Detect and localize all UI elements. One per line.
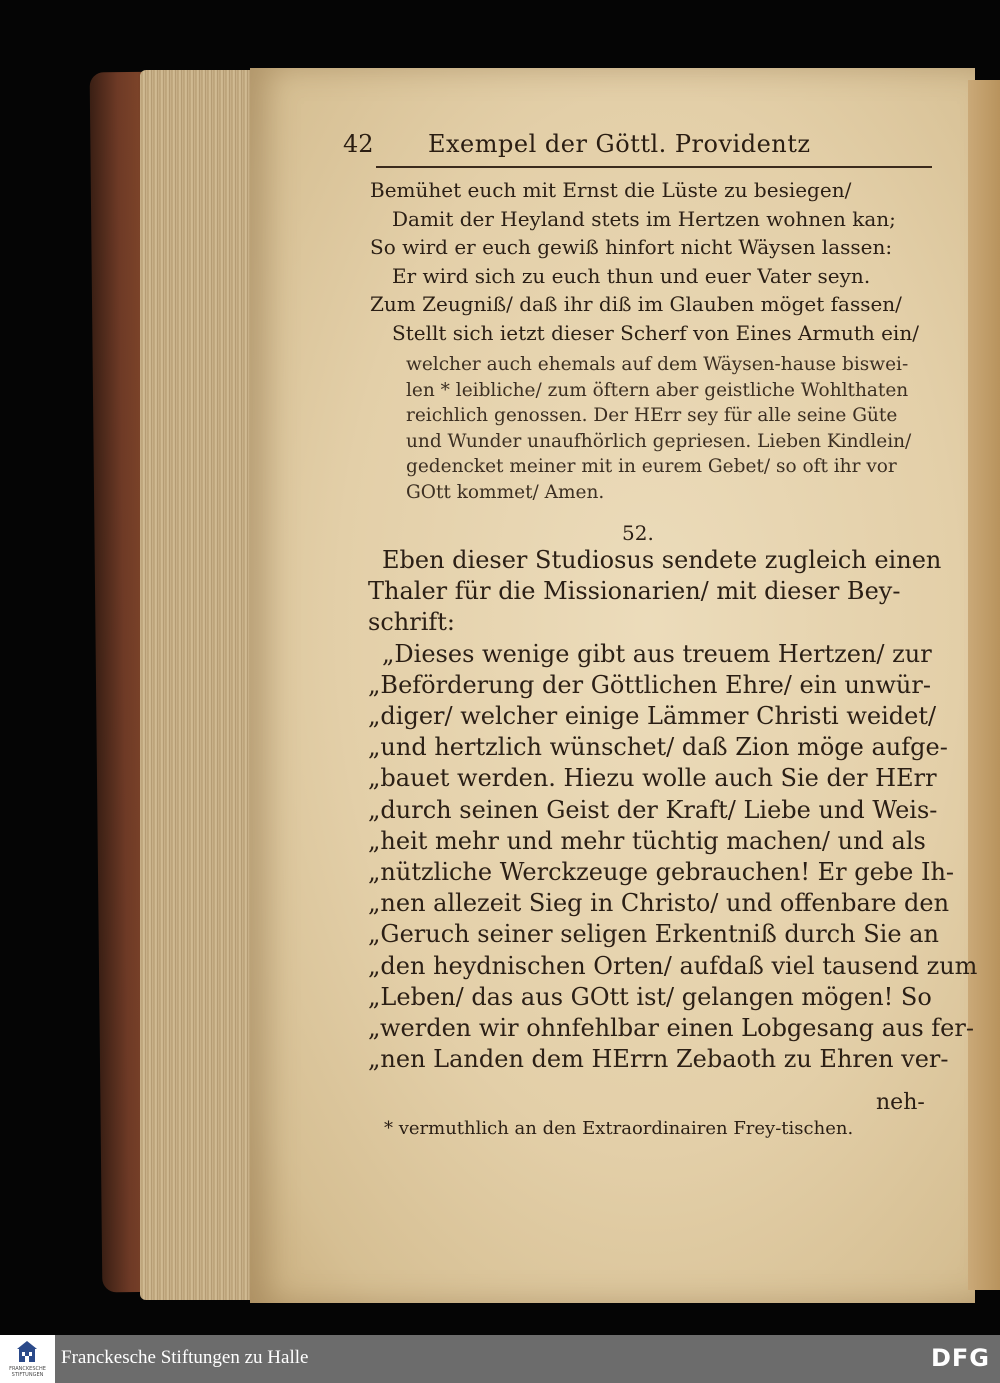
prose-note-block (406, 352, 911, 505)
building-icon (12, 1338, 42, 1368)
footnote: * vermuthlich an den Extraordinairen Frey-tischen. (384, 1118, 854, 1139)
body-line: „Beförderung der Göttlichen Ehre/ ein unwür- (368, 670, 931, 699)
running-head (343, 128, 933, 168)
page-number: 42 (343, 130, 374, 158)
body-line: „werden wir ohnfehlbar einen Lobgesang aus fer- (368, 1014, 974, 1043)
poem-line: Er wird sich zu euch thun und euer Vater seyn. (392, 263, 871, 288)
header-rule (376, 166, 932, 168)
body-line: „heit mehr und mehr tüchtig machen/ und als (368, 826, 926, 855)
viewer-footer (0, 1335, 1000, 1383)
institution-logo[interactable] (0, 1335, 55, 1383)
body-line: „nen Landen dem HErrn Zebaoth zu Ehren ver- (368, 1045, 949, 1074)
prose-line: gedencket meiner mit in eurem Gebet/ so oft ihr vor (406, 456, 897, 477)
body-line: „den heydnischen Orten/ aufdaß viel tausend zum (368, 951, 978, 980)
body-line: „und hertzlich wünschet/ daß Zion möge aufge- (368, 733, 948, 762)
body-line: „diger/ welcher einige Lämmer Christi weidet/ (368, 702, 937, 731)
prose-line: len * leibliche/ zum öftern aber geistliche Wohlthaten (406, 379, 909, 401)
running-head-title: Exempel der Göttl. Providentz (428, 130, 811, 158)
prose-line: GOtt kommet/ Amen. (406, 481, 605, 503)
logo-caption: FRANCKESCHE STIFTUNGEN (9, 1366, 46, 1378)
poem-line: So wird er euch gewiß hinfort nicht Wäysen lassen: (370, 235, 893, 259)
body-line: „nützliche Werckzeuge gebrauchen! Er gebe Ih- (368, 858, 955, 887)
body-line: „Geruch seiner seligen Erkentniß durch Sie an (368, 920, 939, 949)
body-text-block (368, 545, 977, 1075)
poem-line: Zum Zeugniß/ daß ihr diß im Glauben möget fassen/ (370, 292, 902, 316)
poem-block (370, 176, 919, 347)
body-line: „durch seinen Geist der Kraft/ Liebe und Weis- (368, 795, 938, 824)
body-line: „nen allezeit Sieg in Christo/ und offenbare den (368, 889, 950, 918)
prose-line: welcher auch ehemals auf dem Wäysen-hause biswei- (406, 354, 909, 375)
poem-line: Damit der Heyland stets im Hertzen wohnen kan; (392, 206, 896, 231)
dfg-logo[interactable]: DFG (930, 1344, 990, 1372)
catchword: neh- (876, 1090, 925, 1115)
body-line: schrift: (368, 608, 455, 637)
body-line: „bauet werden. Hiezu wolle auch Sie der HErr (368, 764, 937, 793)
body-line: Thaler für die Missionarien/ mit dieser Bey- (368, 577, 901, 606)
prose-line: reichlich genossen. Der HErr sey für alle seine Güte (406, 405, 898, 426)
body-line: Eben dieser Studiosus sendete zugleich einen (382, 546, 942, 574)
poem-line: Stellt sich ietzt dieser Scherf von Eines Armuth ein/ (392, 320, 919, 345)
prose-line: und Wunder unaufhörlich gepriesen. Lieben Kindlein/ (406, 430, 912, 452)
body-line: „Dieses wenige gibt aus treuem Hertzen/ zur (382, 639, 932, 668)
poem-line: Bemühet euch mit Ernst die Lüste zu besiegen/ (370, 178, 852, 202)
section-number: 52. (622, 521, 654, 545)
body-line: „Leben/ das aus GOtt ist/ gelangen mögen! So (368, 982, 932, 1011)
institution-name: Franckesche Stiftungen zu Halle (61, 1347, 309, 1368)
